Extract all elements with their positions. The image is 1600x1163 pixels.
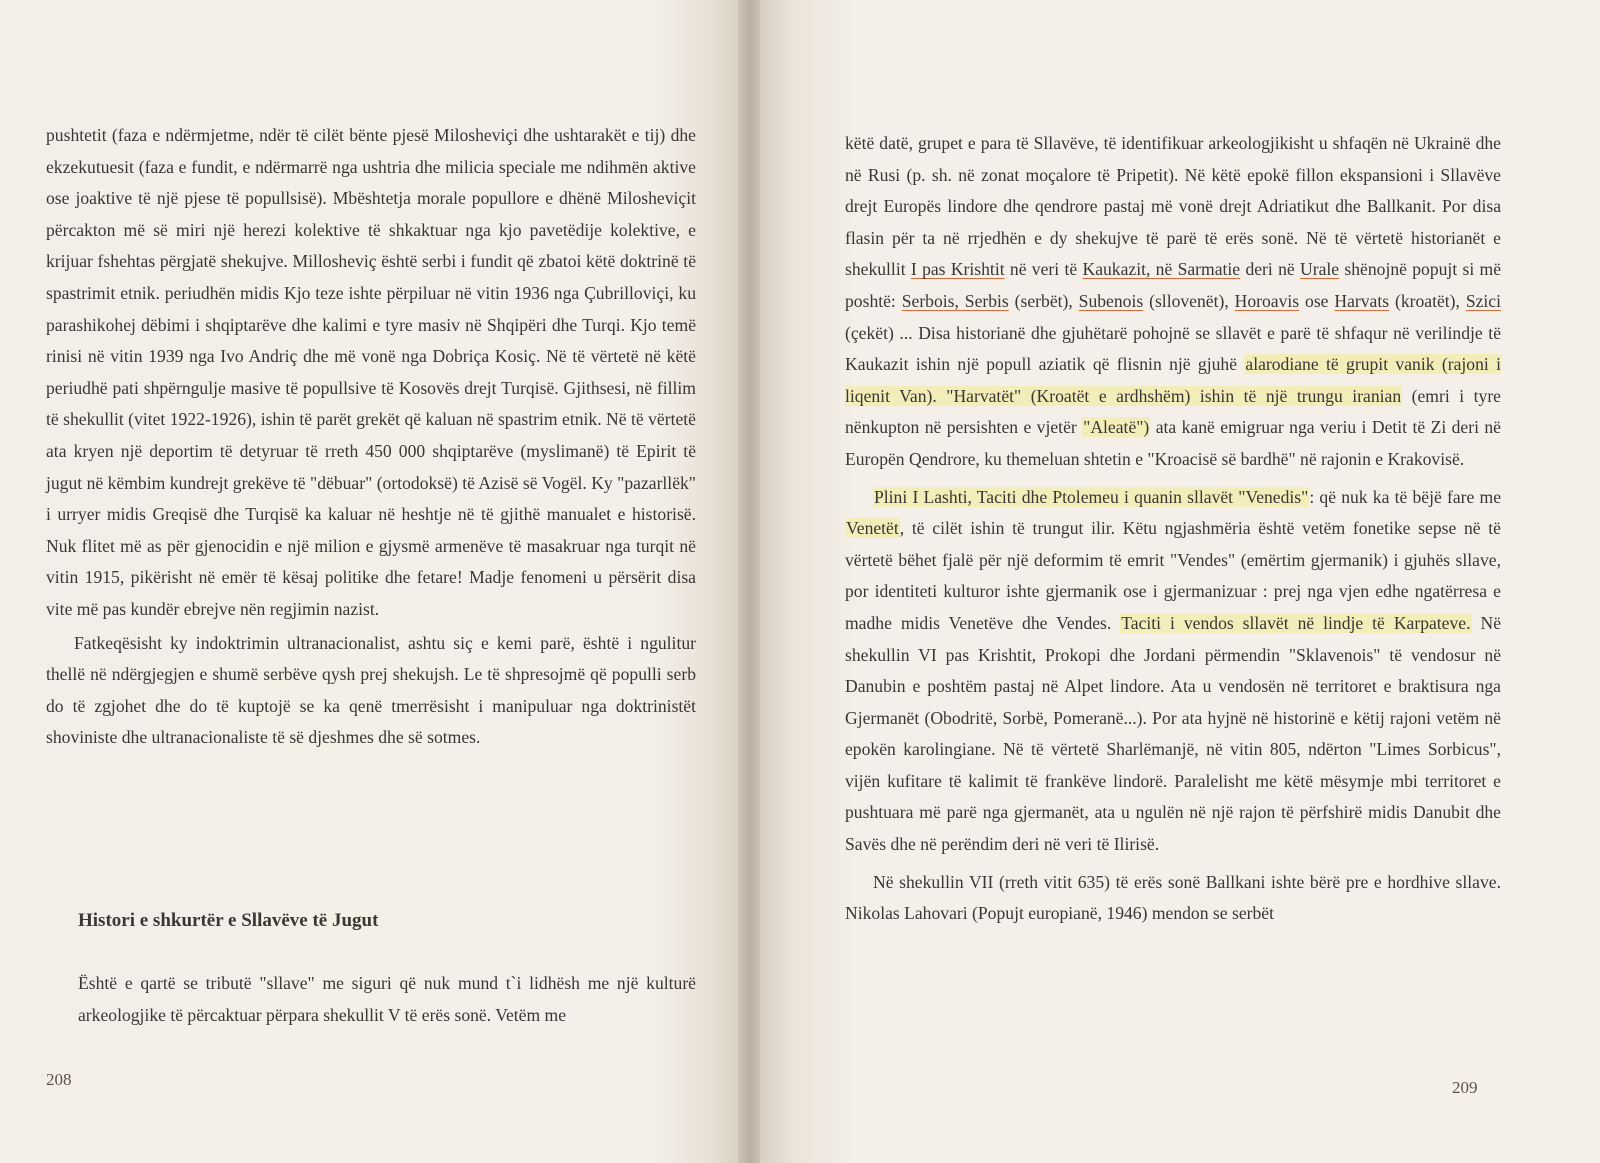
text-run: (serbët), [1014, 290, 1073, 311]
text-run: (kroatët), [1394, 290, 1460, 311]
body-paragraph: Në shekullin VII (rreth vitit 635) të erës sonë Ballkani ishte bërë pre e hordhive sllave. Nikolas Lahovari (Popujt europianë, 1946) mendon se serbët [845, 871, 1501, 924]
highlighted-text: Venetët [846, 518, 899, 539]
left-page [0, 0, 740, 1163]
left-page-body [46, 120, 696, 754]
underlined-text: Szici [1465, 290, 1502, 311]
text-run: në veri të [1009, 259, 1078, 280]
text-run: shënojnë popujt si më poshtë: [845, 259, 1502, 311]
text-run: (sllovenët), [1149, 290, 1229, 311]
underlined-text: Horoavis [1234, 290, 1300, 311]
text-run: këtë datë, grupet e para të Sllavëve, të identifikuar arkeologjikisht u shfaqën në Ukrainë dhe në Rusi (p. sh. në zonat moçalore të Pripetit). Në këtë epokë fillon ekspansioni i Sllavëve drejt Europës lindore dhe qendrore pastaj më vonë drejt Adriatikut dhe Ballkanit. Por disa flasin për ta në rrjedhën e dy shekujve të parë të erës sonë. Në të vërtetë historianët e shekullit [845, 133, 1501, 280]
page-number: 209 [1452, 1078, 1478, 1097]
text-run: ata kanë emigruar nga veriu i Detit të Zi deri në Europën Qendrore, ku themeluan shtetin e "Kroacisë së bardhë" në rajonin e Krakovisë. [845, 417, 1501, 469]
text-run: ose [1305, 290, 1329, 311]
book-gutter [738, 0, 762, 1163]
page-number: 208 [46, 1070, 72, 1089]
underlined-text: Serbois, Serbis [901, 290, 1009, 311]
text-run: , të cilët ishin të trungut ilir. Këtu ngjashmëria është vetëm fonetike sepse në të vërtetë bëhet fjalë për një deformim të emrit "Vendes" (emërtim gjermanik) i gjuhës sllave, por identiteti kulturor ishte gjermanik ose i gjermanizuar : prej nga vjen edhe ngatërresa e madhe midis Venetëve dhe Vendes. [845, 518, 1501, 633]
highlighted-text: Taciti i vendos sllavët në lindje të Karpateve. [1121, 612, 1471, 633]
text-run: : që nuk ka të bëjë fare me [1309, 486, 1502, 507]
body-paragraph [845, 482, 1501, 861]
section-heading: Histori e shkurtër e Sllavëve të Jugut [78, 910, 379, 931]
underlined-text: I pas Krishtit [910, 259, 1005, 280]
text-run: (emri i tyre nënkupton në persishten e vjetër [845, 385, 1501, 438]
text-run: Në shekullin VI pas Krishtit, Prokopi dhe Jordani përmendin "Sklavenois" të vendosur në Danubin e poshtëm pastaj në Alpet lindore. Ata u vendosën në territoret e braktisura nga Gjermanët (Obodritë, Sorbë, Pomeranë...). Por ata hyjnë në historinë e këtij rajoni vetëm në epokën karolingiane. Në të vërtetë Sharlëmanjë, në vitin 805, ndërton "Limes Sorbicus", vijën kufitare të kalimit të frankëve lindorë. Paralelisht me këtë mësymje mbi territoret e pushtuara më parë nga gjermanët, ata u ngulën në një rajon të përfshirë midis Danubit dhe Savës dhe në perëndim deri në veri të Ilirisë. [845, 612, 1501, 855]
body-paragraph: pushtetit (faza e ndërmjetme, ndër të cilët bënte pjesë Milosheviçi dhe ushtarakët e tij) dhe ekzekutuesit (faza e fundit, e ndërmarrë nga ushtria dhe milicia speciale me ndihmën aktive ose joaktive të një pjese të popullsisë). Mbështetja morale popullore e dhënë Milosheviçit përcakton më së miri një herezi kolektive të shkaktuar nga kjo pavetëdije kolektive, e krijuar fshehtas përgjatë shekujve. Millosheviç është serbi i fundit që zbatoi këtë doktrinë të spastrimit etnik. periudhën midis Kjo teze ishte përpiluar në vitin 1936 nga Çubrilloviçi, ku parashikohej dëbimi i shqiptarëve dhe kalimi e tyre masiv në Shqipëri dhe Turqi. Kjo temë rinisi në vitin 1939 nga Ivo Andriç dhe më vonë nga Dobriça Kosiç. Në të vërtetë në këtë periudhë pati shpërngulje masive të popullsive të Kosovës drejt Turqisë. Gjithsesi, në fillim të shekullit (vitet 1922-1926), ishin të parët grekët që kaluan në spastrim etnik. Në të vërtetë ata kryen një deportim të detyruar të rreth 450 000 shqiptarëve (myslimanë) të Epirit të jugut në këmbim kundrejt grekëve të "dëbuar" (ortodoksë) të Azisë së Vogël. Ky "pazarllëk" i urryer midis Greqisë dhe Turqisë ka kaluar në heshtje në të gjithë manualet e historisë. Nuk flitet më as për gjenocidin e një milion e gjysmë armenëve të masakruar nga turqit në vitin 1915, pikërisht në emër të kësaj politike dhe fetare! Madje fenomeni u përsërit disa vite më pas kundër ebrejve nën regjimin nazist. [46, 125, 696, 619]
highlighted-text: Plini I Lashti, Taciti dhe Ptolemeu i quanin sllavët "Venedis" [874, 486, 1309, 507]
highlighted-text: "Aleatë") [1083, 417, 1150, 438]
body-paragraph: Është e qartë se tributë "sllave" me siguri që nuk mund t`i lidhësh me një kulturë arkeologjike të përcaktuar përpara shekullit V të erës sonë. Vetëm me [78, 973, 696, 1025]
underlined-text: Urale [1300, 259, 1340, 280]
underlined-text: Kaukazit, në Sarmatie [1082, 259, 1241, 280]
body-paragraph [845, 128, 1501, 476]
text-run: deri në [1245, 259, 1295, 280]
highlighted-text: alarodiane të grupit vanik (rajoni i liqenit Van). "Harvatët" (Kroatët e ardhshëm) ishin të një trungu iranian [845, 354, 1501, 406]
text-run: (çekët) ... Disa historianë dhe gjuhëtarë pohojnë se sllavët e parë të shfaqur në verilindje të Kaukazit ishin një popull aziatik që flisnin një gjuhë [845, 322, 1501, 375]
section-intro [78, 968, 696, 1031]
underlined-text: Subenois [1078, 290, 1144, 311]
right-page-body [845, 128, 1501, 930]
body-paragraph: Fatkeqësisht ky indoktrimin ultranacionalist, ashtu siç e kemi parë, është i ngulitur thellë në ndërgjegjen e shumë serbëve qysh prej shekujsh. Le të shpresojmë që populli serb do të zgjohet dhe do të kuptojë se ka qenë tmerrësisht i manipuluar nga doktrinistët shoviniste dhe ultranacionaliste të së djeshmes dhe së sotmes. [46, 632, 696, 748]
underlined-text: Harvats [1334, 290, 1390, 311]
